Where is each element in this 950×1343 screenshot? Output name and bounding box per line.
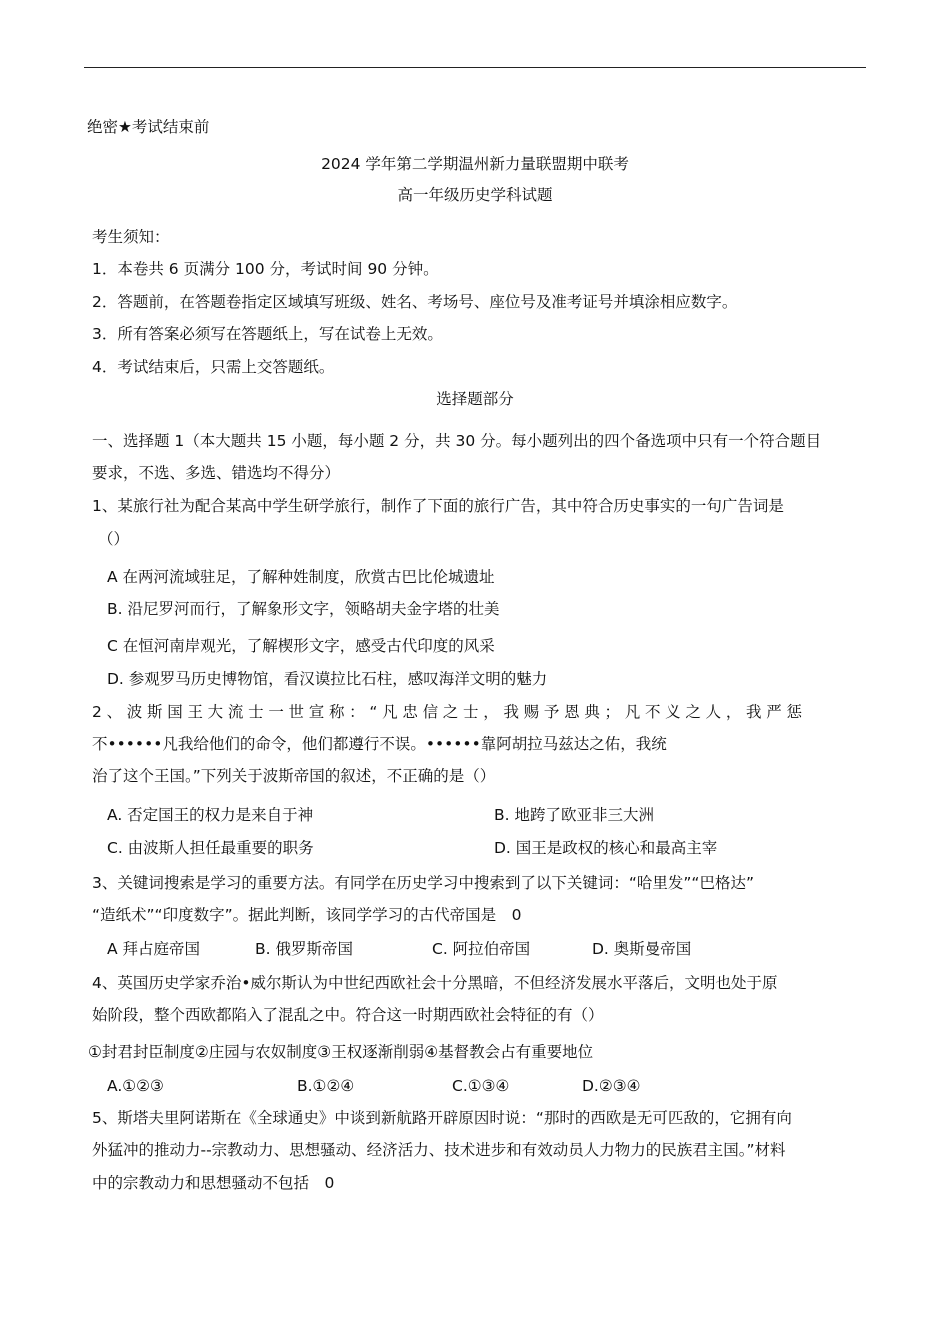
question-2-option-b: B. 地跨了欧亚非三大洲 [494, 806, 654, 824]
question-4-option-d: D.②③④ [582, 1077, 641, 1095]
section-title: 选择题部分 [436, 390, 514, 408]
question-1-option-c: C 在恒河南岸观光，了解楔形文字，感受古代印度的风采 [107, 637, 495, 655]
question-2-option-a: A. 否定国王的权力是来自于神 [107, 806, 314, 824]
question-3-option-c: C. 阿拉伯帝国 [432, 940, 531, 958]
notice-item: 2．答题前，在答题卷指定区域填写班级、姓名、考场号、座位号及准考证号并填涂相应数字。 [92, 293, 738, 311]
question-3-option-b: B. 俄罗斯帝国 [255, 940, 353, 958]
question-2-stem: 治了这个王国。”下列关于波斯帝国的叙述，不正确的是（） [92, 767, 496, 785]
question-2-option-d: D. 国王是政权的核心和最高主宰 [494, 839, 718, 857]
question-4-option-a: A.①②③ [107, 1077, 164, 1095]
question-4-stem: 4、英国历史学家乔治•威尔斯认为中世纪西欧社会十分黑暗，不但经济发展水平落后，文明也处于原 [92, 974, 778, 992]
question-2-stem: 2、波斯国王大流士一世宣称：“凡忠信之士，我赐予恩典；凡不义之人，我严惩 [92, 703, 802, 721]
question-4-statements: ①封君封臣制度②庄园与农奴制度③王权逐渐削弱④基督教会占有重要地位 [88, 1043, 594, 1061]
question-1-stem: 1、某旅行社为配合某高中学生研学旅行，制作了下面的旅行广告，其中符合历史事实的一句广告词是 [92, 497, 784, 515]
header-rule [84, 67, 866, 68]
question-4-option-c: C.①③④ [452, 1077, 510, 1095]
question-5-stem: 外猛冲的推动力--宗教动力、思想骚动、经济活力、技术进步和有效动员人力物力的民族君主国。”材料 [92, 1141, 786, 1159]
confidential-label: 绝密★考试结束前 [87, 118, 210, 136]
question-2-stem: 不••••••凡我给他们的命令，他们都遵行不误。••••••靠阿胡拉马兹达之佑，我统 [92, 735, 667, 753]
question-1-option-d: D. 参观罗马历史博物馆，看汉谟拉比石柱，感叹海洋文明的魅力 [107, 670, 548, 688]
exam-title: 2024 学年第二学期温州新力量联盟期中联考 [321, 155, 629, 173]
notice-item: 4．考试结束后，只需上交答题纸。 [92, 358, 335, 376]
section-intro: 一、选择题 1（本大题共 15 小题，每小题 2 分，共 30 分。每小题列出的四个备选项中只有一个符合题目 [92, 432, 822, 450]
question-4-option-b: B.①②④ [297, 1077, 355, 1095]
question-5-stem: 5、斯塔夫里阿诺斯在《全球通史》中谈到新航路开辟原因时说：“那时的西欧是无可匹敌的，它拥有向 [92, 1109, 792, 1127]
question-3-stem: 3、关键词搜索是学习的重要方法。有同学在历史学习中搜索到了以下关键词：“哈里发”“巴格达” [92, 874, 754, 892]
notice-item: 3．所有答案必须写在答题纸上，写在试卷上无效。 [92, 325, 443, 343]
question-2-option-c: C. 由波斯人担任最重要的职务 [107, 839, 314, 857]
notice-heading: 考生须知： [92, 228, 170, 246]
question-4-stem: 始阶段，整个西欧都陷入了混乱之中。符合这一时期西欧社会特征的有（） [92, 1006, 604, 1024]
question-3-option-d: D. 奥斯曼帝国 [592, 940, 692, 958]
question-1-option-b: B. 沿尼罗河而行，了解象形文字，领略胡夫金字塔的壮美 [107, 600, 500, 618]
question-1-bracket: （） [98, 530, 130, 548]
question-3-stem: “造纸术”“印度数字”。据此判断，该同学学习的古代帝国是 0 [92, 906, 522, 924]
question-1-option-a: A 在两河流域驻足，了解种姓制度，欣赏古巴比伦城遗址 [107, 568, 495, 586]
notice-item: 1．本卷共 6 页满分 100 分，考试时间 90 分钟。 [92, 260, 439, 278]
question-5-stem: 中的宗教动力和思想骚动不包括 0 [92, 1174, 335, 1192]
question-3-option-a: A 拜占庭帝国 [107, 940, 201, 958]
exam-subtitle: 高一年级历史学科试题 [397, 186, 553, 204]
section-intro: 要求，不选、多选、错选均不得分） [92, 464, 341, 482]
